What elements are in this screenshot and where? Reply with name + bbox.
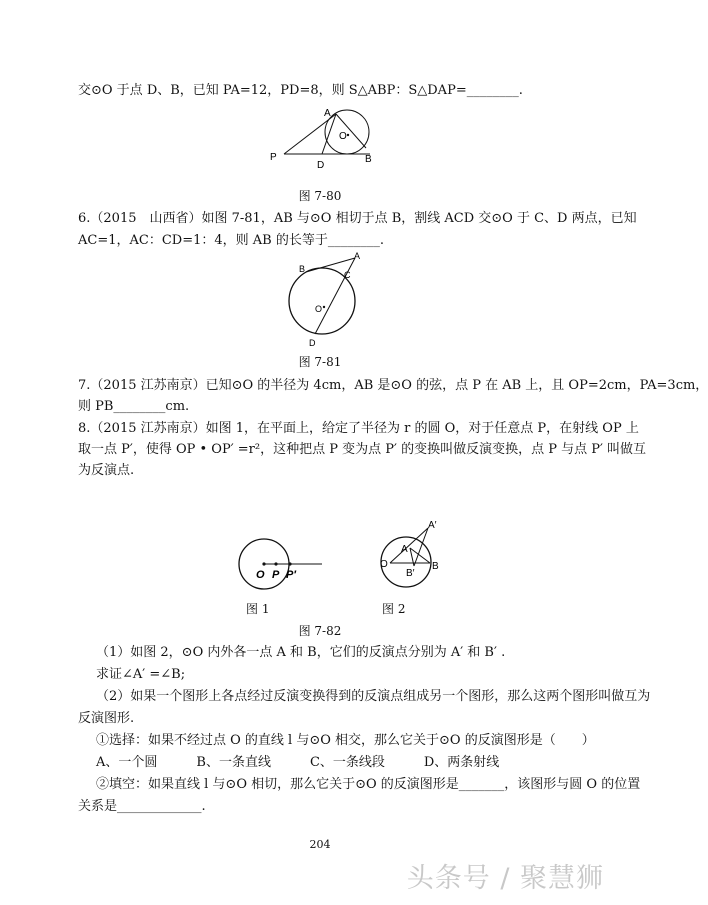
label-b-prime: B′	[406, 568, 415, 579]
label-o: O	[315, 304, 323, 314]
label-o: O	[339, 131, 347, 142]
caption-7-81: 图 7-81	[298, 355, 342, 369]
label-o: O	[380, 559, 388, 570]
label-p: P	[270, 152, 277, 163]
label-b: B	[365, 154, 372, 165]
figure-7-80	[262, 108, 392, 172]
page-number: 204	[309, 838, 331, 851]
label-a: A	[354, 251, 361, 261]
point-p-prime	[288, 562, 291, 565]
text-line-q7b: 则 PB________cm.	[78, 399, 190, 414]
label-d: D	[317, 160, 325, 171]
center-point	[347, 134, 349, 136]
label-p-prime: P′	[286, 569, 296, 581]
text-line-q8a: 8.（2015 江苏南京）如图 1，在平面上，给定了半径为 r 的圆 O，对于任意点 P，在射线 OP 上	[78, 421, 639, 436]
label-a: A	[324, 108, 331, 119]
label-a: A	[401, 544, 408, 555]
caption-figure-1: 图 1	[246, 602, 270, 616]
caption-figure-2: 图 2	[382, 602, 406, 616]
caption-7-82: 图 7-82	[298, 624, 342, 638]
label-p: P	[272, 569, 280, 581]
label-c: C	[344, 270, 351, 280]
text-line-s2a: ②填空：如果直线 l 与⊙O 相切，那么它关于⊙O 的反演图形是_______，该图形与圆 O 的位置	[96, 777, 641, 792]
point-p	[274, 562, 277, 565]
label-a-prime: A′	[428, 520, 437, 531]
text-line-q7a: 7.（2015 江苏南京）已知⊙O 的半径为 4cm，AB 是⊙O 的弦，点 P 在 AB 上，且 OP=2cm，PA=3cm，	[78, 378, 708, 393]
text-line-q8c: 为反演点.	[78, 463, 135, 478]
label-b: B	[432, 561, 439, 572]
text-line-options: A、一个圆 B、一条直线 C、一条线段 D、两条射线	[96, 755, 500, 770]
text-line-p1b: 求证∠A′ =∠B;	[96, 667, 186, 682]
text-line-q5-end: 交⊙O 于点 D、B，已知 PA=12，PD=8，则 S△ABP：S△DAP=________.	[78, 83, 523, 98]
point-o	[262, 562, 265, 565]
text-line-s2b: 关系是_____________.	[78, 799, 206, 814]
caption-7-80: 图 7-80	[298, 189, 342, 203]
text-line-q6a: 6.（2015 山西省）如图 7-81，AB 与⊙O 相切于点 B，割线 ACD 交⊙O 于 C、D 两点，已知	[78, 211, 637, 226]
label-d: D	[309, 338, 316, 348]
text-line-q6b: AC=1，AC：CD=1：4，则 AB 的长等于________.	[78, 233, 384, 248]
watermark: 头条号 / 聚慧狮	[406, 863, 604, 894]
text-line-p2a: （2）如果一个图形上各点经过反演变换得到的反演点组成另一个图形，那么这两个图形叫做互为	[96, 689, 651, 704]
line-pa	[284, 114, 336, 154]
center-point	[323, 306, 325, 308]
figure-1	[236, 532, 328, 592]
text-line-p1a: （1）如图 2，⊙O 内外各一点 A 和 B，它们的反演点分别为 A′ 和 B′ .	[96, 645, 506, 660]
circle-o	[325, 110, 369, 154]
figure-7-81	[281, 248, 367, 348]
figure-2	[378, 518, 458, 594]
text-line-p2b: 反演图形.	[78, 711, 135, 726]
text-line-s1: ①选择：如果不经过点 O 的直线 l 与⊙O 相交，那么它关于⊙O 的反演图形是（ ）	[96, 733, 595, 748]
text-line-q8b: 取一点 P′，使得 OP • OP′ =r²，这种把点 P 变为点 P′ 的变换叫做反演变换，点 P 与点 P′ 叫做互	[78, 442, 647, 457]
label-b: B	[299, 264, 306, 274]
label-o: O	[256, 569, 265, 581]
